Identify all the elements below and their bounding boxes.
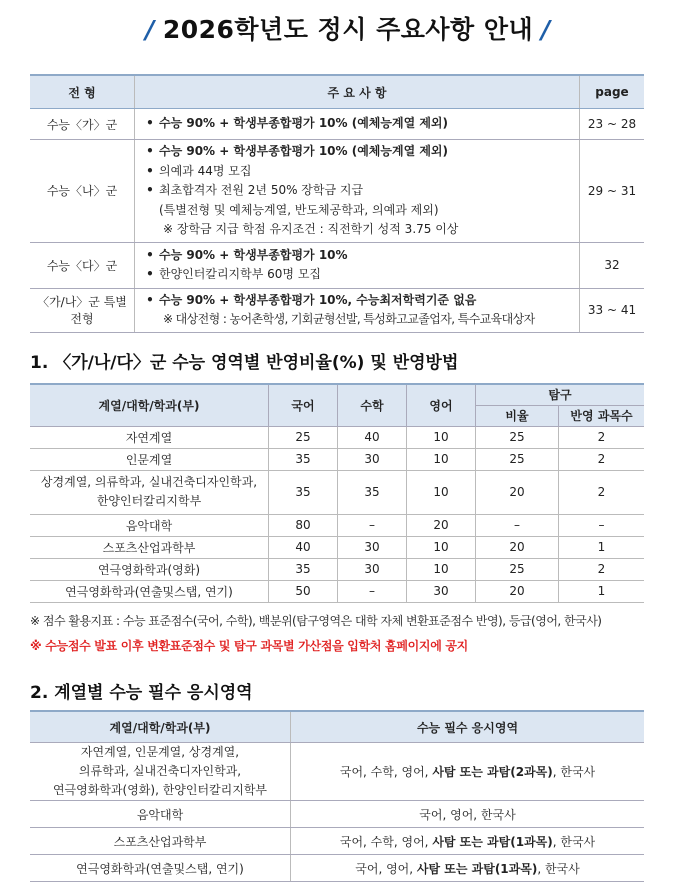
required-major-line: 자연계열, 인문계열, 상경계열, [80, 745, 240, 759]
summary-header-row [30, 75, 644, 109]
required-header-row [30, 711, 644, 743]
summary-row [30, 109, 644, 140]
summary-content [135, 109, 580, 140]
ratio-major-line: 한양인터칼리지학부 [96, 494, 202, 508]
summary-header-type: 전 형 [30, 75, 135, 109]
required-major-line: 의류학과, 실내건축디자인학과, [78, 764, 242, 778]
summary-type: 수능〈다〉군 [30, 242, 135, 288]
summary-line: ※ 장학금 지급 학점 유지조건 : 직전학기 성적 3.75 이상 [163, 222, 459, 236]
title-slash-left: / [145, 15, 155, 44]
ratio-row [30, 470, 644, 514]
ratio-major: 연극영화학과(연출및스탭, 연기) [30, 580, 269, 602]
ratio-inquiry-ratio: 25 [476, 558, 559, 580]
ratio-header-major: 계열/대학/학과(부) [30, 384, 269, 426]
ratio-english: 30 [407, 580, 476, 602]
ratio-korean: 80 [269, 514, 338, 536]
required-row [30, 743, 644, 801]
ratio-korean: 25 [269, 426, 338, 448]
summary-line: • 의예과 44명 모집 [141, 162, 573, 182]
ratio-row [30, 426, 644, 448]
summary-content [135, 242, 580, 288]
ratio-major: 자연계열 [30, 426, 269, 448]
ratio-math: 30 [338, 536, 407, 558]
ratio-major: 연극영화학과(영화) [30, 558, 269, 580]
summary-type: 수능〈가〉군 [30, 109, 135, 140]
summary-line: • 수능 90% + 학생부종합평가 10%, 수능최저학력기준 없음 [141, 291, 573, 311]
ratio-major: 인문계열 [30, 448, 269, 470]
ratio-math: – [338, 580, 407, 602]
ratio-english: 20 [407, 514, 476, 536]
ratio-header-subjects: 반영 과목수 [559, 405, 645, 426]
required-row [30, 855, 644, 882]
score-announce-warning: ※ 수능점수 발표 이후 변환표준점수 및 탐구 과목별 가산점을 입학처 홈페이지에 공지 [30, 639, 468, 653]
ratio-english: 10 [407, 448, 476, 470]
summary-page: 32 [580, 242, 645, 288]
title-slash-right: / [541, 15, 551, 44]
ratio-header-korean: 국어 [269, 384, 338, 426]
summary-line: • 최초합격자 전원 2년 50% 장학금 지급 [141, 181, 573, 201]
required-areas-table [30, 710, 644, 882]
summary-line: ※ 대상전형 : 농어촌학생, 기회균형선발, 특성화고교졸업자, 특수교육대상자 [163, 312, 535, 326]
summary-line: • 수능 90% + 학생부종합평가 10% [141, 246, 573, 266]
summary-header-page: page [580, 75, 645, 109]
required-major: 연극영화학과(연출및스탭, 연기) [30, 855, 291, 882]
ratio-math: 40 [338, 426, 407, 448]
ratio-row [30, 536, 644, 558]
ratio-inquiry-subjects: 2 [559, 558, 645, 580]
ratio-header-math: 수학 [338, 384, 407, 426]
ratio-korean: 40 [269, 536, 338, 558]
required-major: 스포츠산업과학부 [30, 828, 291, 855]
required-major [30, 743, 291, 801]
ratio-math: 35 [338, 470, 407, 514]
score-index-note: ※ 점수 활용지표 : 수능 표준점수(국어, 수학), 백분위(탐구영역은 대학 자체 변환표준점수 반영), 등급(영어, 한국사) [30, 614, 602, 628]
section1-heading: 1. 〈가/나/다〉군 수능 영역별 반영비율(%) 및 반영방법 [30, 353, 459, 373]
required-major-line: 연극영화학과(영화), 한양인터칼리지학부 [52, 783, 268, 797]
ratio-english: 10 [407, 470, 476, 514]
summary-row [30, 140, 644, 243]
bullet-icon: • [146, 267, 154, 281]
summary-page: 29 ~ 31 [580, 140, 645, 243]
required-areas: 국어, 영어, 한국사 [291, 801, 645, 828]
ratio-major-line: 상경계열, 의류학과, 실내건축디자인학과, [40, 475, 258, 489]
ratio-math: – [338, 514, 407, 536]
ratio-english: 10 [407, 426, 476, 448]
ratio-header-row [30, 384, 644, 405]
summary-header-content: 주 요 사 항 [135, 75, 580, 109]
required-areas: 국어, 수학, 영어, 사탐 또는 과탐(2과목), 한국사 [291, 743, 645, 801]
required-row [30, 828, 644, 855]
ratio-inquiry-ratio: – [476, 514, 559, 536]
required-major: 음악대학 [30, 801, 291, 828]
summary-content [135, 288, 580, 332]
ratio-header-ratio: 비율 [476, 405, 559, 426]
required-header-major: 계열/대학/학과(부) [30, 711, 291, 743]
summary-row [30, 288, 644, 332]
ratio-english: 10 [407, 558, 476, 580]
ratio-header-english: 영어 [407, 384, 476, 426]
ratio-major: 스포츠산업과학부 [30, 536, 269, 558]
ratio-inquiry-subjects: 2 [559, 470, 645, 514]
title-text: 2026학년도 정시 주요사항 안내 [162, 15, 534, 44]
ratio-row [30, 580, 644, 602]
bullet-icon: • [146, 292, 154, 307]
ratio-row [30, 558, 644, 580]
ratio-inquiry-subjects: – [559, 514, 645, 536]
ratio-inquiry-ratio: 20 [476, 536, 559, 558]
ratio-inquiry-subjects: 1 [559, 580, 645, 602]
required-row [30, 801, 644, 828]
ratio-english: 10 [407, 536, 476, 558]
ratio-korean: 35 [269, 448, 338, 470]
summary-content [135, 140, 580, 243]
bullet-icon: • [146, 116, 154, 131]
bullet-icon: • [146, 247, 154, 262]
ratio-math: 30 [338, 558, 407, 580]
summary-type: 수능〈나〉군 [30, 140, 135, 243]
summary-line: • 수능 90% + 학생부종합평가 10% (예체능계열 제외) [141, 142, 573, 162]
summary-page: 23 ~ 28 [580, 109, 645, 140]
ratio-major [30, 470, 269, 514]
ratio-inquiry-subjects: 2 [559, 448, 645, 470]
page-title [0, 10, 696, 46]
ratio-header-inquiry: 탐구 [476, 384, 645, 405]
bullet-icon: • [146, 163, 154, 178]
summary-line: • 수능 90% + 학생부종합평가 10% (예체능계열 제외) [141, 114, 573, 134]
required-header-areas: 수능 필수 응시영역 [291, 711, 645, 743]
summary-line: (특별전형 및 예체능계열, 반도체공학과, 의예과 제외) [159, 202, 439, 217]
summary-type: 〈가/나〉군 특별전형 [30, 288, 135, 332]
ratio-inquiry-ratio: 25 [476, 448, 559, 470]
ratio-inquiry-subjects: 1 [559, 536, 645, 558]
summary-table [30, 74, 644, 333]
ratio-korean: 35 [269, 558, 338, 580]
bullet-icon: • [146, 183, 154, 197]
ratio-row [30, 514, 644, 536]
required-areas: 국어, 수학, 영어, 사탐 또는 과탐(1과목), 한국사 [291, 828, 645, 855]
summary-page: 33 ~ 41 [580, 288, 645, 332]
ratio-inquiry-ratio: 20 [476, 580, 559, 602]
ratio-inquiry-ratio: 25 [476, 426, 559, 448]
ratio-korean: 50 [269, 580, 338, 602]
ratio-table [30, 383, 644, 603]
ratio-inquiry-subjects: 2 [559, 426, 645, 448]
ratio-korean: 35 [269, 470, 338, 514]
ratio-major: 음악대학 [30, 514, 269, 536]
required-areas: 국어, 영어, 사탐 또는 과탐(1과목), 한국사 [291, 855, 645, 882]
section2-heading: 2. 계열별 수능 필수 응시영역 [30, 683, 253, 703]
summary-row [30, 242, 644, 288]
ratio-inquiry-ratio: 20 [476, 470, 559, 514]
ratio-math: 30 [338, 448, 407, 470]
summary-line: • 한양인터칼리지학부 60명 모집 [141, 265, 573, 285]
bullet-icon: • [146, 144, 154, 158]
ratio-row [30, 448, 644, 470]
